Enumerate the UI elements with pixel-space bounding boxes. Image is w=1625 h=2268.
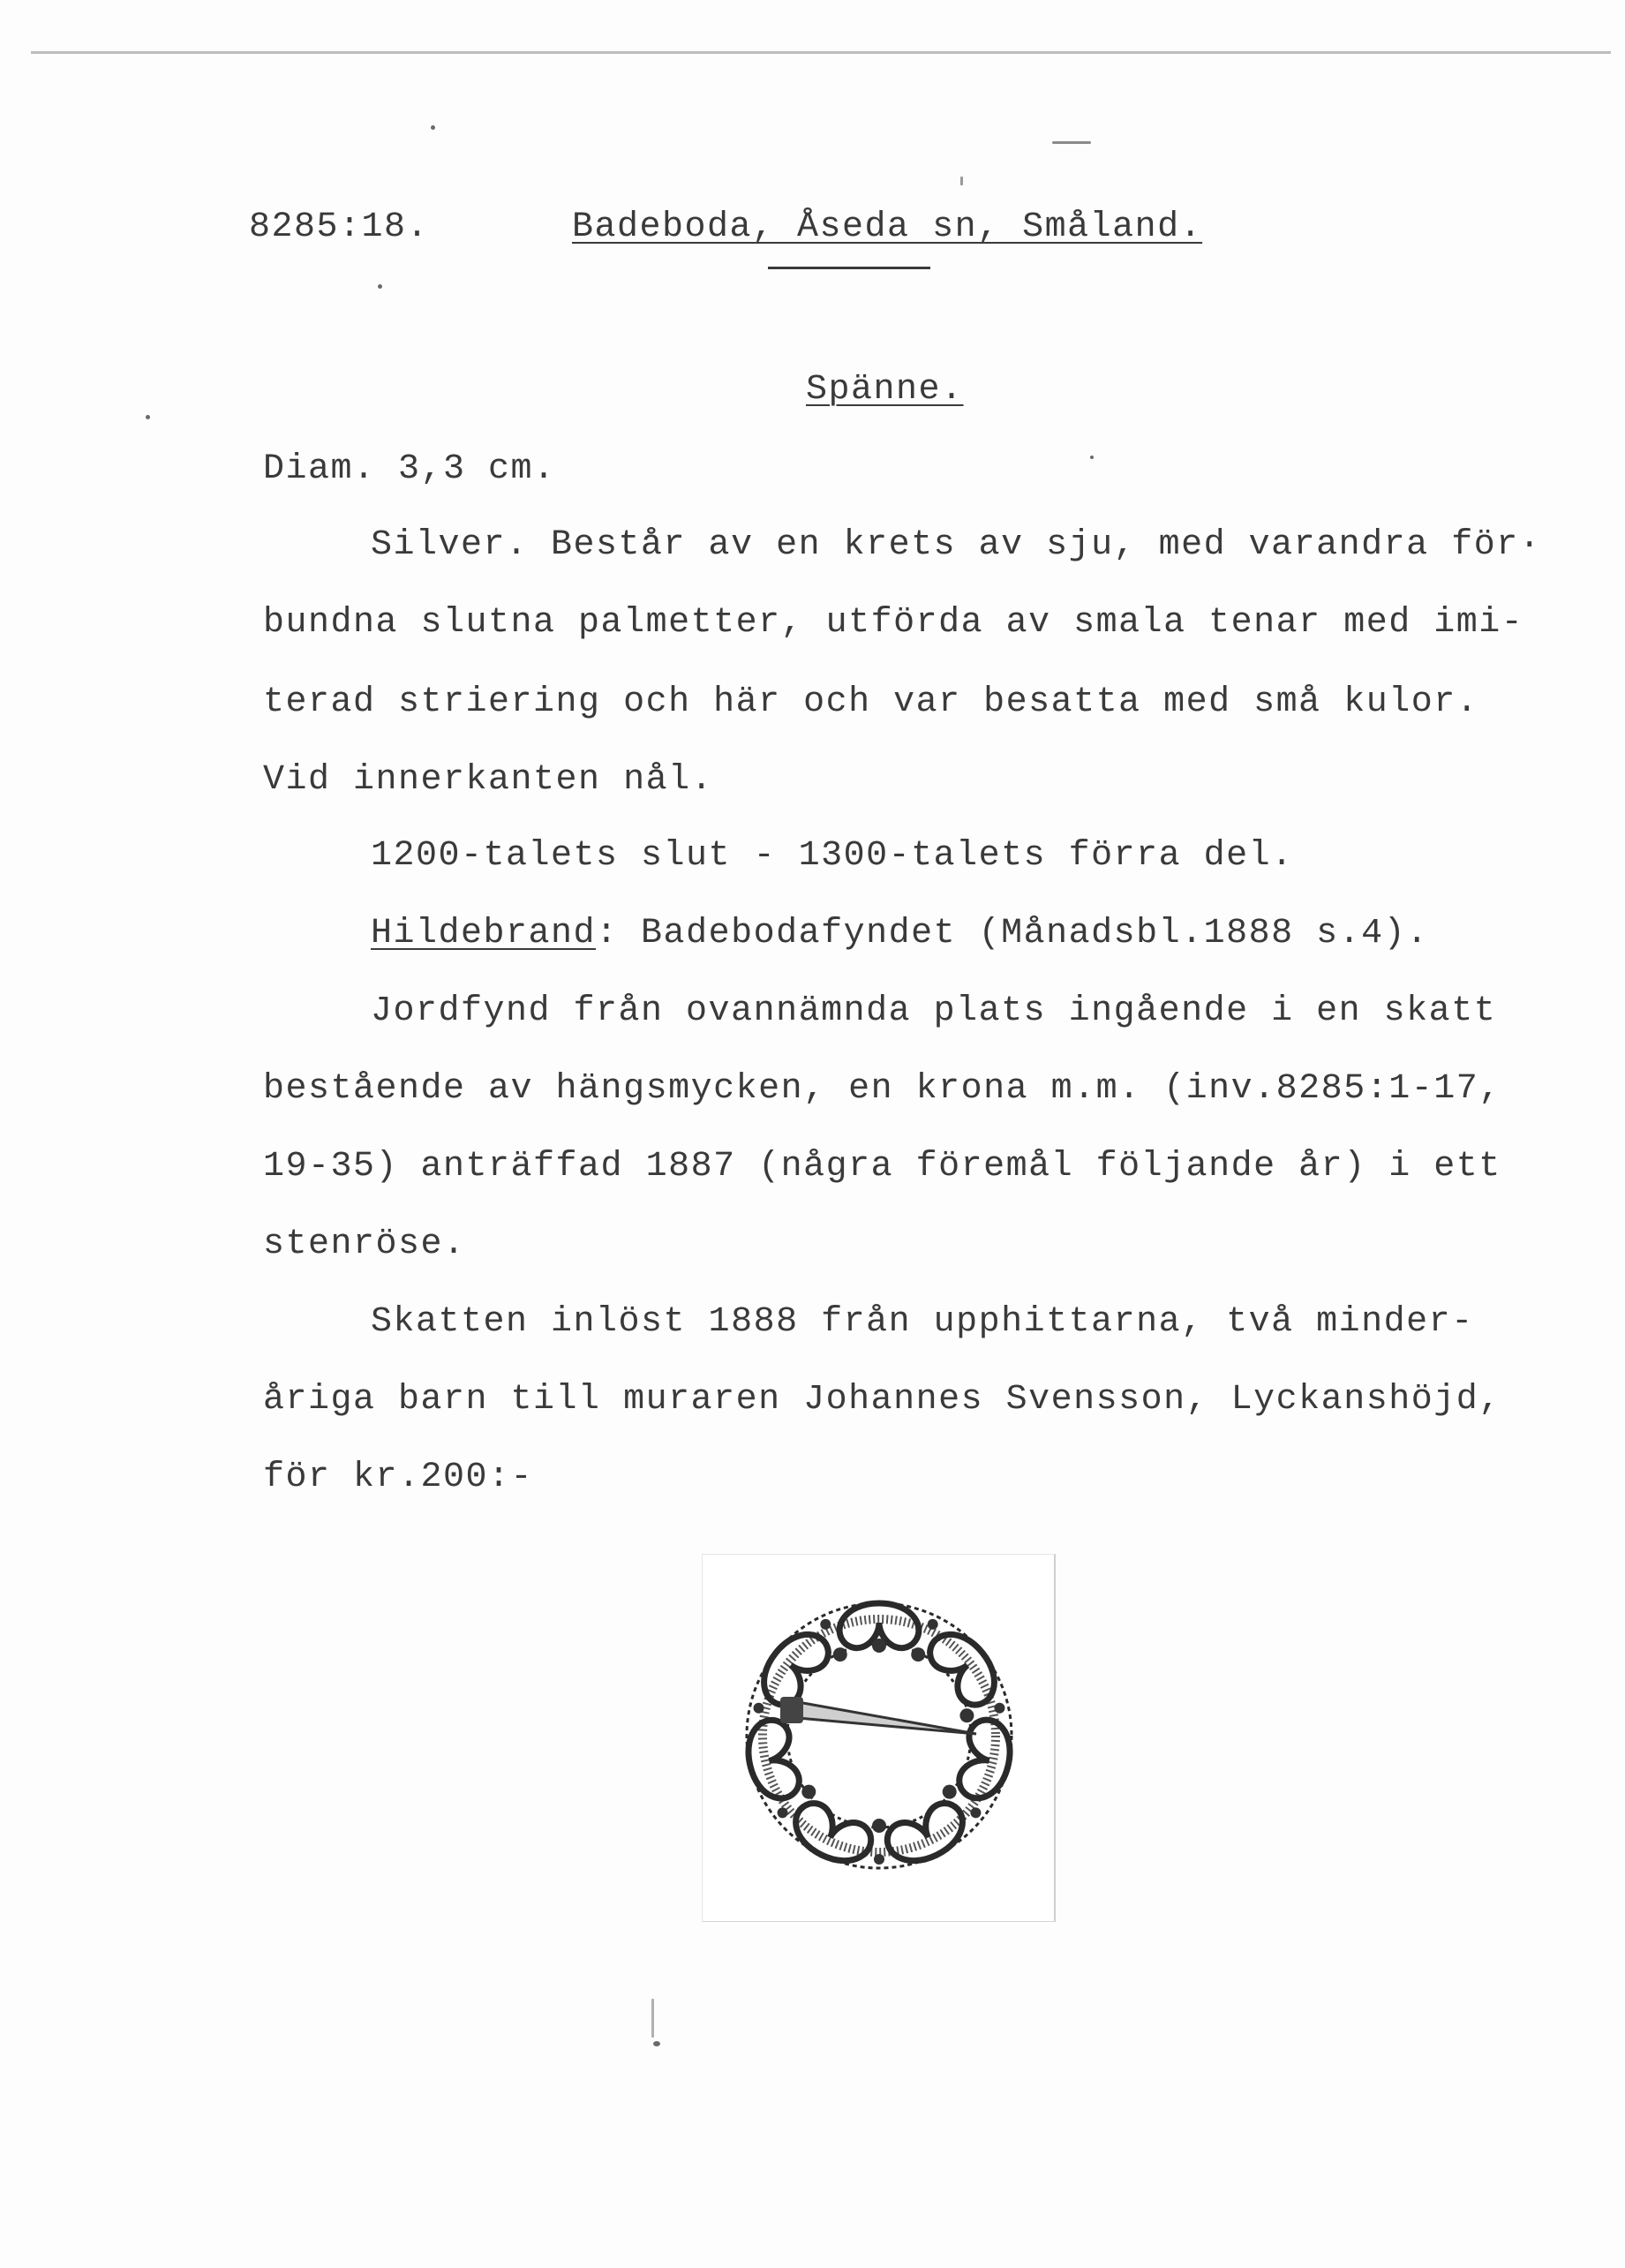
find-location: Badeboda, Åseda sn, Småland. <box>572 207 1203 247</box>
find-line: bestående av hängsmycken, en krona m.m. (inv.8285:1-17, <box>263 1069 1501 1109</box>
paper-speck <box>146 415 150 419</box>
page-top-edge <box>31 51 1611 54</box>
find-line: stenröse. <box>263 1224 466 1264</box>
acquisition-line: för kr.200:- <box>263 1458 534 1497</box>
object-dimension: Diam. 3,3 cm. <box>263 449 556 489</box>
brooch-photograph <box>702 1554 1056 1922</box>
reference-text: : Badebodafyndet (Månadsbl.1888 s.4). <box>596 914 1429 953</box>
paper-mark <box>651 1999 654 2038</box>
paper-speck <box>653 2041 660 2046</box>
paper-speck <box>1090 456 1094 459</box>
description-line: terad striering och här och var besatta med små kulor. <box>263 682 1479 722</box>
brooch-illustration <box>703 1555 1054 1921</box>
description-line: bundna slutna palmetter, utförda av smala tenar med imi- <box>263 603 1524 643</box>
inventory-number: 8285:18. <box>249 207 430 247</box>
object-title: Spänne. <box>806 370 964 410</box>
paper-speck <box>378 284 382 289</box>
description-line: Silver. Består av en krets av sju, med varandra för· <box>371 525 1542 565</box>
acquisition-line: Skatten inlöst 1888 från upphittarna, två minder- <box>371 1302 1474 1342</box>
paper-mark <box>960 177 963 185</box>
find-line: 19-35) anträffad 1887 (några föremål följande år) i ett <box>263 1147 1501 1187</box>
acquisition-line: åriga barn till muraren Johannes Svensson, Lyckanshöjd, <box>263 1380 1501 1420</box>
description-line: Vid innerkanten nål. <box>263 760 714 800</box>
paper-speck <box>431 125 435 130</box>
literature-reference <box>371 913 1429 955</box>
reference-author: Hildebrand <box>371 914 597 953</box>
find-line: Jordfynd från ovannämnda plats ingående i en skatt <box>371 991 1497 1031</box>
paper-mark <box>1052 141 1091 144</box>
header-underline <box>768 267 930 269</box>
dating: 1200-talets slut - 1300-talets förra del. <box>371 836 1294 876</box>
